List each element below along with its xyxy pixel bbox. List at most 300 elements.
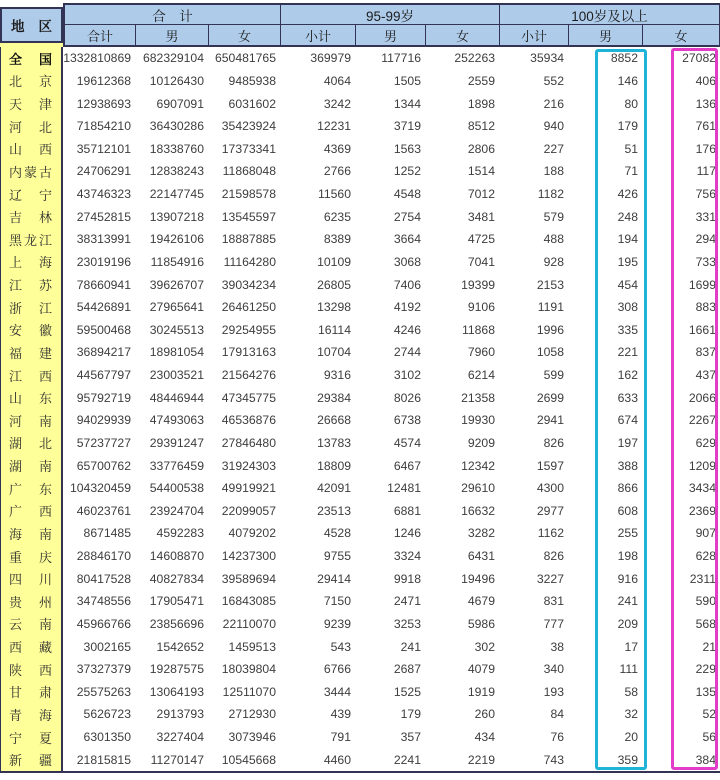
data-cell: 35934 <box>499 47 568 70</box>
data-cell: 1699 <box>642 273 720 296</box>
data-cell: 3664 <box>355 228 425 251</box>
data-cell: 3444 <box>280 681 355 704</box>
data-cell: 16843085 <box>208 590 280 613</box>
data-cell: 4192 <box>355 296 425 319</box>
region-label <box>0 703 63 726</box>
data-cell: 7406 <box>355 273 425 296</box>
data-cell: 11868 <box>425 319 499 342</box>
data-cell: 294 <box>642 228 720 251</box>
data-cell: 65700762 <box>63 454 135 477</box>
label-char: 福 <box>9 345 23 361</box>
label-char: 黑 <box>9 232 23 248</box>
data-cell: 359 <box>568 748 642 771</box>
region-label <box>0 341 63 364</box>
label-char: 藏 <box>38 640 52 656</box>
data-cell: 940 <box>499 115 568 138</box>
data-cell: 30245513 <box>135 319 208 342</box>
label-char: 湖 <box>9 459 23 475</box>
data-cell: 4592283 <box>135 522 208 545</box>
label-char: 西 <box>38 662 52 678</box>
col-header-9599-female: 女 <box>425 24 499 47</box>
data-cell: 19496 <box>425 567 499 590</box>
data-cell: 195 <box>568 251 642 274</box>
data-cell: 40827834 <box>135 567 208 590</box>
label-char: 南 <box>38 617 52 633</box>
data-cell: 579 <box>499 205 568 228</box>
data-cell: 4079 <box>425 658 499 681</box>
data-cell: 826 <box>499 545 568 568</box>
data-cell: 831 <box>499 590 568 613</box>
data-cell: 38313991 <box>63 228 135 251</box>
data-cell: 1058 <box>499 341 568 364</box>
data-cell: 20 <box>568 726 642 749</box>
data-cell: 104320459 <box>63 477 135 500</box>
data-cell: 6301350 <box>63 726 135 749</box>
region-label <box>0 748 63 771</box>
label-char: 南 <box>38 526 52 542</box>
region-label <box>0 409 63 432</box>
label-char: 西 <box>38 368 52 384</box>
data-cell: 35423924 <box>208 115 280 138</box>
data-cell: 568 <box>642 613 720 636</box>
data-cell: 907 <box>642 522 720 545</box>
data-cell: 117 <box>642 160 720 183</box>
data-cell: 2712930 <box>208 703 280 726</box>
data-cell: 7150 <box>280 590 355 613</box>
region-label <box>0 522 63 545</box>
data-cell: 335 <box>568 319 642 342</box>
data-cell: 26668 <box>280 409 355 432</box>
data-cell: 18981054 <box>135 341 208 364</box>
data-cell: 8026 <box>355 386 425 409</box>
data-cell: 12511070 <box>208 681 280 704</box>
label-char: 内 <box>9 164 23 180</box>
data-cell: 5626723 <box>63 703 135 726</box>
data-cell: 7012 <box>425 183 499 206</box>
data-cell: 2311 <box>642 567 720 590</box>
data-cell: 23924704 <box>135 500 208 523</box>
data-cell: 357 <box>355 726 425 749</box>
data-cell: 37327379 <box>63 658 135 681</box>
region-label <box>0 635 63 658</box>
data-cell: 369979 <box>280 47 355 70</box>
data-cell: 682329104 <box>135 47 208 70</box>
data-cell: 10704 <box>280 341 355 364</box>
data-cell: 17373341 <box>208 138 280 161</box>
data-cell: 95792719 <box>63 386 135 409</box>
data-cell: 388 <box>568 454 642 477</box>
data-cell: 2066 <box>642 386 720 409</box>
data-cell: 791 <box>280 726 355 749</box>
data-cell: 12481 <box>355 477 425 500</box>
data-cell: 10126430 <box>135 70 208 93</box>
data-cell: 111 <box>568 658 642 681</box>
region-label <box>0 138 63 161</box>
data-cell: 3434 <box>642 477 720 500</box>
data-cell: 916 <box>568 567 642 590</box>
data-cell: 51 <box>568 138 642 161</box>
data-cell: 437 <box>642 364 720 387</box>
region-header-box <box>0 7 63 43</box>
data-cell: 23856696 <box>135 613 208 636</box>
data-cell: 14237300 <box>208 545 280 568</box>
data-cell: 3282 <box>425 522 499 545</box>
data-cell: 2241 <box>355 748 425 771</box>
label-char: 江 <box>9 368 23 384</box>
data-cell: 9918 <box>355 567 425 590</box>
data-cell: 650481765 <box>208 47 280 70</box>
data-cell: 1898 <box>425 92 499 115</box>
data-cell: 3227404 <box>135 726 208 749</box>
male-centenarian-highlight-box <box>595 49 647 770</box>
group-header-100plus: 100岁及以上 <box>499 3 720 24</box>
label-char: 西 <box>38 504 52 520</box>
data-cell: 27965641 <box>135 296 208 319</box>
region-label <box>0 228 63 251</box>
data-cell: 331 <box>642 205 720 228</box>
data-cell: 54426891 <box>63 296 135 319</box>
data-cell: 928 <box>499 251 568 274</box>
data-cell: 2766 <box>280 160 355 183</box>
data-cell: 2471 <box>355 590 425 613</box>
data-cell: 2754 <box>355 205 425 228</box>
data-cell: 27082 <box>642 47 720 70</box>
data-cell: 21815815 <box>63 748 135 771</box>
data-cell: 22147745 <box>135 183 208 206</box>
label-char: 徽 <box>38 323 52 339</box>
data-cell: 78660941 <box>63 273 135 296</box>
data-cell: 248 <box>568 205 642 228</box>
data-cell: 18809 <box>280 454 355 477</box>
data-cell: 44567797 <box>63 364 135 387</box>
region-label <box>0 454 63 477</box>
label-char: 江 <box>9 278 23 294</box>
label-char: 广 <box>9 504 23 520</box>
data-cell: 599 <box>499 364 568 387</box>
data-cell: 29254955 <box>208 319 280 342</box>
data-cell: 4300 <box>499 477 568 500</box>
data-cell: 384 <box>642 748 720 771</box>
label-char: 四 <box>9 572 23 588</box>
label-char: 北 <box>9 74 23 90</box>
data-cell: 1514 <box>425 160 499 183</box>
label-char: 地 <box>11 19 25 34</box>
data-cell: 11868048 <box>208 160 280 183</box>
data-cell: 2267 <box>642 409 720 432</box>
data-cell: 4246 <box>355 319 425 342</box>
data-cell: 54400538 <box>135 477 208 500</box>
data-cell: 3068 <box>355 251 425 274</box>
label-char: 津 <box>38 97 52 113</box>
data-cell: 255 <box>568 522 642 545</box>
label-char: 肃 <box>38 685 52 701</box>
label-char: 州 <box>38 594 52 610</box>
region-label <box>0 477 63 500</box>
data-cell: 13907218 <box>135 205 208 228</box>
label-char: 南 <box>38 413 52 429</box>
data-cell: 3002165 <box>63 635 135 658</box>
data-cell: 227 <box>499 138 568 161</box>
data-cell: 229 <box>642 658 720 681</box>
data-cell: 11854916 <box>135 251 208 274</box>
data-cell: 2219 <box>425 748 499 771</box>
data-cell: 23019196 <box>63 251 135 274</box>
data-cell: 21358 <box>425 386 499 409</box>
data-cell: 21 <box>642 635 720 658</box>
data-cell: 117716 <box>355 47 425 70</box>
data-cell: 84 <box>499 703 568 726</box>
data-cell: 135 <box>642 681 720 704</box>
data-cell: 2687 <box>355 658 425 681</box>
label-char: 国 <box>38 51 52 67</box>
data-cell: 19612368 <box>63 70 135 93</box>
data-cell: 194 <box>568 228 642 251</box>
region-header-cell <box>0 3 63 47</box>
data-cell: 4725 <box>425 228 499 251</box>
label-char: 河 <box>9 119 23 135</box>
label-char: 江 <box>38 300 52 316</box>
data-cell: 633 <box>568 386 642 409</box>
female-centenarian-highlight-box <box>671 48 718 770</box>
data-cell: 26461250 <box>208 296 280 319</box>
data-cell: 439 <box>280 703 355 726</box>
data-cell: 1525 <box>355 681 425 704</box>
label-char: 青 <box>9 707 23 723</box>
data-cell: 12342 <box>425 454 499 477</box>
label-char: 贵 <box>9 594 23 610</box>
data-cell: 454 <box>568 273 642 296</box>
data-cell: 209 <box>568 613 642 636</box>
data-cell: 6235 <box>280 205 355 228</box>
data-cell: 188 <box>499 160 568 183</box>
data-cell: 71 <box>568 160 642 183</box>
data-cell: 6467 <box>355 454 425 477</box>
label-char: 天 <box>9 97 23 113</box>
data-cell: 1332810869 <box>63 47 135 70</box>
data-cell: 17913163 <box>208 341 280 364</box>
label-char: 河 <box>9 413 23 429</box>
data-cell: 197 <box>568 432 642 455</box>
region-label <box>0 296 63 319</box>
data-cell: 32 <box>568 703 642 726</box>
data-cell: 1919 <box>425 681 499 704</box>
label-char: 海 <box>38 255 52 271</box>
region-label <box>0 364 63 387</box>
data-cell: 76 <box>499 726 568 749</box>
data-cell: 21564276 <box>208 364 280 387</box>
data-cell: 866 <box>568 477 642 500</box>
data-cell: 80 <box>568 92 642 115</box>
col-header-100plus-subtotal: 小计 <box>499 24 568 47</box>
data-cell: 628 <box>642 545 720 568</box>
label-char: 西 <box>9 640 23 656</box>
data-cell: 11164280 <box>208 251 280 274</box>
data-cell: 2153 <box>499 273 568 296</box>
label-char: 庆 <box>38 549 52 565</box>
data-cell: 883 <box>642 296 720 319</box>
data-cell: 3073946 <box>208 726 280 749</box>
data-cell: 27846480 <box>208 432 280 455</box>
data-cell: 10545668 <box>208 748 280 771</box>
label-char: 川 <box>38 572 52 588</box>
label-char: 甘 <box>9 685 23 701</box>
data-cell: 7041 <box>425 251 499 274</box>
label-char: 苏 <box>38 278 52 294</box>
region-label <box>0 567 63 590</box>
data-cell: 179 <box>355 703 425 726</box>
label-char: 古 <box>38 164 52 180</box>
data-cell: 39589694 <box>208 567 280 590</box>
data-cell: 8671485 <box>63 522 135 545</box>
col-header-total-female: 女 <box>208 24 280 47</box>
data-cell: 1182 <box>499 183 568 206</box>
label-char: 上 <box>9 255 23 271</box>
data-cell: 4460 <box>280 748 355 771</box>
region-label <box>0 115 63 138</box>
data-cell: 24706291 <box>63 160 135 183</box>
data-cell: 733 <box>642 251 720 274</box>
data-cell: 1563 <box>355 138 425 161</box>
data-cell: 42091 <box>280 477 355 500</box>
data-cell: 543 <box>280 635 355 658</box>
data-cell: 4574 <box>355 432 425 455</box>
data-cell: 80417528 <box>63 567 135 590</box>
data-cell: 11560 <box>280 183 355 206</box>
data-cell: 35712101 <box>63 138 135 161</box>
data-cell: 13545597 <box>208 205 280 228</box>
data-cell: 743 <box>499 748 568 771</box>
data-cell: 36894217 <box>63 341 135 364</box>
data-cell: 5986 <box>425 613 499 636</box>
data-cell: 33776459 <box>135 454 208 477</box>
region-label <box>0 726 63 749</box>
data-cell: 4369 <box>280 138 355 161</box>
data-cell: 8389 <box>280 228 355 251</box>
data-cell: 22099057 <box>208 500 280 523</box>
data-cell: 193 <box>499 681 568 704</box>
data-cell: 56 <box>642 726 720 749</box>
data-cell: 19426106 <box>135 228 208 251</box>
data-cell: 162 <box>568 364 642 387</box>
data-cell: 22110070 <box>208 613 280 636</box>
region-label <box>0 160 63 183</box>
label-char: 夏 <box>38 730 52 746</box>
data-cell: 52 <box>642 703 720 726</box>
col-header-total: 合计 <box>63 24 135 47</box>
region-label <box>0 386 63 409</box>
region-label <box>0 590 63 613</box>
data-cell: 1597 <box>499 454 568 477</box>
data-cell: 1459513 <box>208 635 280 658</box>
label-char: 海 <box>9 526 23 542</box>
label-char: 安 <box>9 323 23 339</box>
label-char: 新 <box>9 753 23 769</box>
data-cell: 28846170 <box>63 545 135 568</box>
data-cell: 3227 <box>499 567 568 590</box>
data-cell: 57237727 <box>63 432 135 455</box>
data-cell: 34748556 <box>63 590 135 613</box>
data-cell: 590 <box>642 590 720 613</box>
label-char: 云 <box>9 617 23 633</box>
data-cell: 49919921 <box>208 477 280 500</box>
data-cell: 434 <box>425 726 499 749</box>
data-cell: 29610 <box>425 477 499 500</box>
data-cell: 19399 <box>425 273 499 296</box>
data-cell: 47493063 <box>135 409 208 432</box>
data-cell: 176 <box>642 138 720 161</box>
label-char: 海 <box>38 707 52 723</box>
region-label <box>0 70 63 93</box>
data-cell: 302 <box>425 635 499 658</box>
col-header-9599-male: 男 <box>355 24 425 47</box>
data-cell: 29414 <box>280 567 355 590</box>
data-cell: 2744 <box>355 341 425 364</box>
data-cell: 43746323 <box>63 183 135 206</box>
col-header-9599-subtotal: 小计 <box>280 24 355 47</box>
region-label <box>0 545 63 568</box>
label-char: 区 <box>38 19 52 34</box>
data-cell: 31924303 <box>208 454 280 477</box>
data-cell: 26805 <box>280 273 355 296</box>
label-char: 吉 <box>9 210 23 226</box>
data-cell: 2699 <box>499 386 568 409</box>
label-char: 宁 <box>38 187 52 203</box>
data-cell: 10109 <box>280 251 355 274</box>
data-cell: 179 <box>568 115 642 138</box>
data-cell: 426 <box>568 183 642 206</box>
data-cell: 21598578 <box>208 183 280 206</box>
label-char: 京 <box>38 74 52 90</box>
data-cell: 14608870 <box>135 545 208 568</box>
data-cell: 756 <box>642 183 720 206</box>
data-cell: 36430286 <box>135 115 208 138</box>
data-cell: 39626707 <box>135 273 208 296</box>
data-cell: 552 <box>499 70 568 93</box>
data-cell: 8852 <box>568 47 642 70</box>
data-cell: 340 <box>499 658 568 681</box>
label-char: 东 <box>38 391 52 407</box>
data-cell: 1505 <box>355 70 425 93</box>
data-cell: 7960 <box>425 341 499 364</box>
label-char: 南 <box>38 459 52 475</box>
data-cell: 13783 <box>280 432 355 455</box>
data-cell: 6766 <box>280 658 355 681</box>
data-cell: 11270147 <box>135 748 208 771</box>
data-cell: 2941 <box>499 409 568 432</box>
data-cell: 16632 <box>425 500 499 523</box>
col-header-100plus-male: 男 <box>568 24 642 47</box>
group-header-total: 合 计 <box>63 3 280 24</box>
data-cell: 826 <box>499 432 568 455</box>
data-cell: 260 <box>425 703 499 726</box>
data-cell: 1661 <box>642 319 720 342</box>
data-cell: 4079202 <box>208 522 280 545</box>
label-char: 龙 <box>23 232 37 248</box>
data-cell: 4679 <box>425 590 499 613</box>
data-cell: 136 <box>642 92 720 115</box>
data-cell: 1252 <box>355 160 425 183</box>
data-cell: 18338760 <box>135 138 208 161</box>
data-cell: 1246 <box>355 522 425 545</box>
label-char: 山 <box>9 142 23 158</box>
data-cell: 1996 <box>499 319 568 342</box>
group-header-95-99: 95-99岁 <box>280 3 499 24</box>
data-cell: 241 <box>355 635 425 658</box>
label-char: 西 <box>38 142 52 158</box>
label-char: 林 <box>38 210 52 226</box>
data-cell: 221 <box>568 341 642 364</box>
data-cell: 252263 <box>425 47 499 70</box>
